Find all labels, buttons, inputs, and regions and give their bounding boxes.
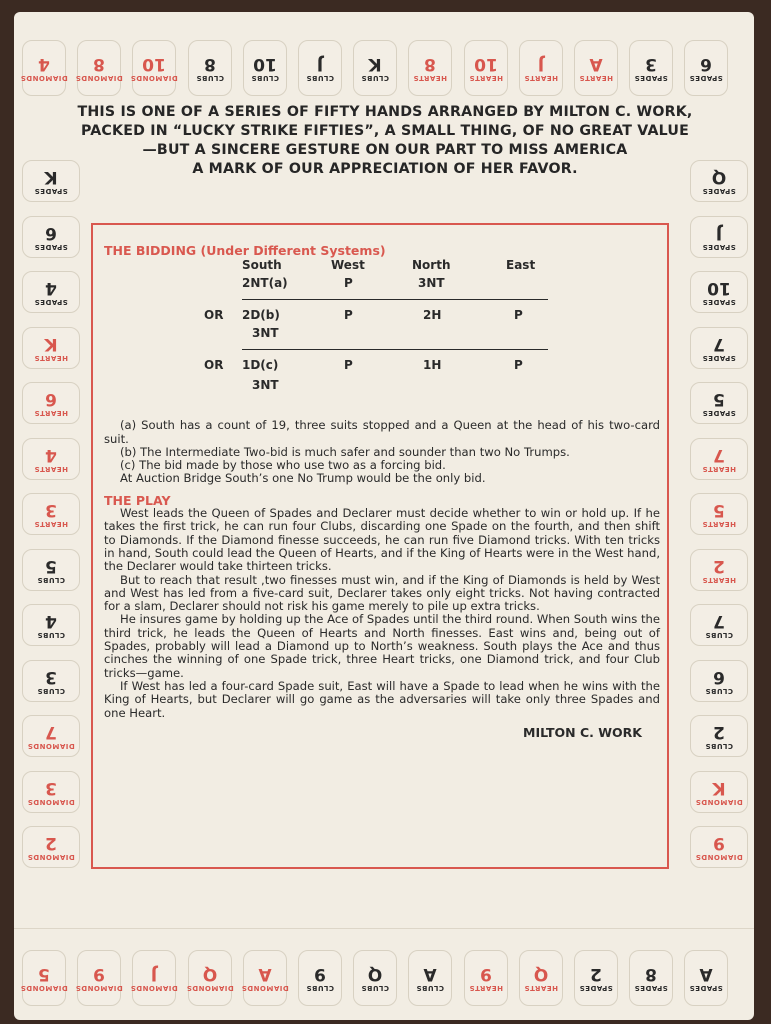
tab-rank: 10 [473,54,498,74]
tab-rank: 10 [142,54,167,74]
tab-suit: SPADES [579,984,613,992]
bid-cell: 2H [423,308,442,323]
tab-rank: 4 [45,611,57,631]
tab-suit: HEARTS [468,74,503,82]
tab-suit: DIAMONDS [75,74,123,82]
tab-suit: CLUBS [361,74,390,82]
tab-rank: 4 [45,444,57,465]
tab-suit: CLUBS [37,631,65,639]
bid-cell: P [514,308,523,323]
tab-suit: SPADES [702,298,736,306]
card-tab [684,40,728,96]
card-tab [690,604,748,646]
tab-rank: J [316,54,324,74]
card-tab [77,950,121,1006]
card-tab [22,271,80,313]
tab-rank: Q [533,964,549,984]
card-tab [243,40,287,96]
card-tab [22,660,80,702]
card-tab [22,327,80,369]
tab-suit: SPADES [702,409,736,417]
card-tab [519,950,563,1006]
tab-suit: HEARTS [34,409,68,417]
card-tab [629,40,673,96]
bid-cell: P [514,358,523,373]
perforation-line [14,928,754,929]
card-tab [690,271,748,313]
tab-rank: 2 [713,722,725,742]
analysis-text [104,244,660,739]
play-title: THE PLAY [104,492,171,508]
tab-suit: HEARTS [523,74,558,82]
tab-suit: HEARTS [702,575,736,584]
tab-rank: K [44,333,58,354]
tab-rank: 4 [38,54,50,74]
card-tab [690,382,748,424]
card-tab [690,771,748,813]
tab-rank: 3 [45,666,57,687]
bidding-note: (b) The Intermediate Two-bid is much safer and sounder than two No Trumps. [120,444,570,459]
card-tab [690,438,748,480]
tab-suit: CLUBS [306,984,334,992]
tab-suit: DIAMONDS [185,984,234,992]
col-south: South [242,258,282,273]
card-tab [690,216,748,258]
bidding-note: At Auction Bridge South’s one No Trump would be the only bid. [120,471,486,486]
bidding-table [104,259,660,419]
card-tab [22,493,80,535]
tab-rank: 8 [645,964,658,984]
tab-rank: J [537,54,544,74]
tab-rank: 3 [645,54,658,74]
tab-suit: CLUBS [705,742,733,750]
tab-rank: 9 [93,964,106,984]
card-tab [690,160,748,202]
tab-suit: SPADES [34,187,68,195]
tab-suit: DIAMONDS [20,984,68,992]
tab-rank: K [44,167,58,187]
tab-suit: DIAMONDS [27,853,75,861]
tab-suit: SPADES [689,74,724,82]
table-rule [242,349,548,350]
tab-suit: DIAMONDS [695,853,743,861]
tab-suit: CLUBS [37,686,65,695]
tab-suit: CLUBS [705,686,733,695]
bid-cell: 3NT [418,276,445,291]
tab-rank: 5 [38,964,50,984]
header-line: PACKED IN “LUCKY STRIKE FIFTIES”, A SMALL THING, OF NO GREAT VALUE [80,123,690,139]
tab-rank: 6 [45,389,57,409]
tab-suit: CLUBS [306,74,334,82]
signature: MILTON C. WORK [523,724,642,740]
bid-cell: P [344,358,353,373]
play-paragraph: If West has led a four-card Spade suit, East will have a Spade to lead when he wins with the King of Hearts, but Declarer will go game as the adversaries will take only three Spades and one Heart. [104,678,660,720]
card-tab [690,826,748,868]
bidding-note: (a) South has a count of 19, three suits stopped and a Queen at the head of his two-card suit. [104,418,660,446]
tab-suit: SPADES [34,298,68,306]
card-tab [22,950,66,1006]
col-east: East [506,258,536,273]
card-tab [298,950,342,1006]
card-tab [22,715,80,757]
card-tab [243,950,287,1006]
tab-rank: 7 [713,444,725,465]
card-tab [464,40,508,96]
card-tab [22,604,80,646]
card-tab [353,40,397,96]
card-tab [574,950,618,1006]
bidding-title: THE BIDDING (Under Different Systems) [104,243,386,258]
tab-suit: SPADES [634,74,668,82]
col-west: West [331,258,365,273]
tab-suit: CLUBS [416,984,445,992]
card-tab [408,40,452,96]
or-label: OR [204,358,224,373]
bidding-note: (c) The bid made by those who use two as a forcing bid. [120,458,446,473]
tab-rank: 2 [45,833,57,853]
card-tab [22,549,80,591]
tab-rank: 7 [713,333,725,354]
card-tab [408,950,452,1006]
table-rule [242,299,548,300]
bid-cell: 1D(c) [242,358,279,373]
card-tab [22,826,80,868]
play-paragraph: West leads the Queen of Spades and Declarer must decide whether to win or hold up. If he takes the first trick, he can run four Clubs, discarding one Spade on the fourth, and then shift to Diamonds. If the Diamond finesse succeeds, he can run five Diamond tricks. With ten tricks in hand, South could lead the Queen of Hearts, and if the King of Hearts were in the West hand, the Declarer would take thirteen tricks. [104,506,660,574]
card-tab [298,40,342,96]
card-tab [690,660,748,702]
tab-rank: 10 [252,54,277,74]
tab-suit: CLUBS [195,74,224,82]
tab-suit: HEARTS [702,464,736,473]
tab-rank: 5 [713,500,725,520]
play-paragraph: But to reach that result ,two finesses must win, and if the King of Diamonds is held by West and West has led from a five-card suit, Declarer takes only eight tricks. Not having contracted for a slam, Declarer should not risk his game merely to pile up extra tricks. [104,572,660,614]
tab-rank: 4 [45,278,57,298]
tab-rank: A [423,964,437,984]
tab-rank: A [258,964,272,984]
tab-rank: 3 [45,500,57,520]
tab-rank: 7 [45,722,57,742]
tab-rank: 5 [713,389,725,409]
col-north: North [412,258,451,273]
card-tab [690,493,748,535]
tab-suit: DIAMONDS [27,742,75,750]
tab-suit: HEARTS [523,984,558,992]
tab-suit: DIAMONDS [130,984,179,992]
card-tab [684,950,728,1006]
bid-cell: 2NT(a) [242,276,288,291]
tab-rank: 9 [713,833,725,853]
play-paragraph: He insures game by holding up the Ace of Spades until the third round. When South wins the third trick, he leads the Queen of Hearts and North finesses. East wins and, being out of Spades, probably will lead a Diamond up to North’s weakness. South plays the Ace and thus cinches the winning of one Spade trick, three Heart tricks, one Diamond trick, and four Club tricks—game. [104,612,660,680]
tab-suit: CLUBS [361,984,390,992]
tab-suit: SPADES [702,187,736,195]
tab-rank: 2 [713,555,725,576]
card-tab [130,950,179,1006]
card-tab [188,40,232,96]
tab-rank: A [589,54,603,74]
card-tab [22,160,80,202]
bid-cell: 2D(b) [242,308,280,323]
tab-rank: 8 [93,54,106,74]
tab-suit: HEARTS [34,353,68,362]
card-tab [574,40,618,96]
tab-suit: CLUBS [250,74,279,82]
bid-cell: 3NT [252,326,279,341]
tab-suit: CLUBS [705,631,733,639]
tab-rank: J [151,964,158,984]
tab-rank: 10 [707,278,731,298]
tab-rank: 6 [713,666,725,687]
header-dedication [40,103,730,179]
tab-rank: 6 [45,222,57,243]
card-tab [629,950,673,1006]
tab-suit: DIAMONDS [75,984,123,992]
card-tab [22,771,80,813]
header-line: A MARK OF OUR APPRECIATION OF HER FAVOR. [192,161,578,177]
tab-rank: 8 [424,54,437,74]
tab-suit: DIAMONDS [695,797,743,806]
tab-suit: DIAMONDS [130,74,179,82]
tab-rank: Q [367,964,383,984]
tab-suit: DIAMONDS [241,984,289,992]
card-tab [22,40,66,96]
tab-suit: DIAMONDS [27,797,75,806]
tab-suit: SPADES [702,242,736,251]
tab-rank: 5 [45,555,57,576]
header-line: —BUT A SINCERE GESTURE ON OUR PART TO MISS AMERICA [142,142,628,158]
bid-cell: P [344,276,353,291]
header-line: THIS IS ONE OF A SERIES OF FIFTY HANDS ARRANGED BY MILTON C. WORK, [77,104,693,120]
tab-rank: 8 [203,54,216,74]
tab-suit: HEARTS [34,464,68,473]
tab-rank: 9 [479,964,492,984]
tab-suit: HEARTS [702,520,736,528]
card-tab [22,382,80,424]
bid-cell: 1H [423,358,442,373]
card-tab [519,40,563,96]
tab-rank: 3 [45,777,57,798]
card-tab [22,438,80,480]
tab-rank: 2 [590,964,602,984]
card-tab [690,549,748,591]
tab-rank: K [368,54,382,74]
card-tab [130,40,179,96]
or-label: OR [204,308,224,323]
tab-suit: HEARTS [468,984,503,992]
tab-suit: SPADES [634,984,668,992]
tab-suit: HEARTS [34,520,68,528]
tab-suit: CLUBS [37,575,65,584]
tab-rank: 7 [713,611,725,631]
tab-rank: Q [202,964,217,984]
card-tab [22,216,80,258]
card-tab [690,715,748,757]
tab-suit: SPADES [34,242,68,251]
tab-rank: Q [711,167,727,187]
bid-cell: 3NT [252,378,279,393]
tab-rank: A [699,964,713,984]
tab-rank: 9 [314,964,326,984]
card-tab [690,327,748,369]
tab-rank: K [712,777,726,798]
card-tab [77,40,121,96]
card-tab [353,950,397,1006]
card-tab [185,950,234,1006]
tab-suit: DIAMONDS [20,74,68,82]
tab-rank: 6 [700,54,713,74]
card-tab [464,950,508,1006]
tab-suit: SPADES [702,353,736,362]
tab-rank: J [715,222,723,243]
tab-suit: HEARTS [413,74,448,82]
tab-suit: HEARTS [579,74,613,82]
bid-cell: P [344,308,353,323]
tab-suit: SPADES [689,984,724,992]
